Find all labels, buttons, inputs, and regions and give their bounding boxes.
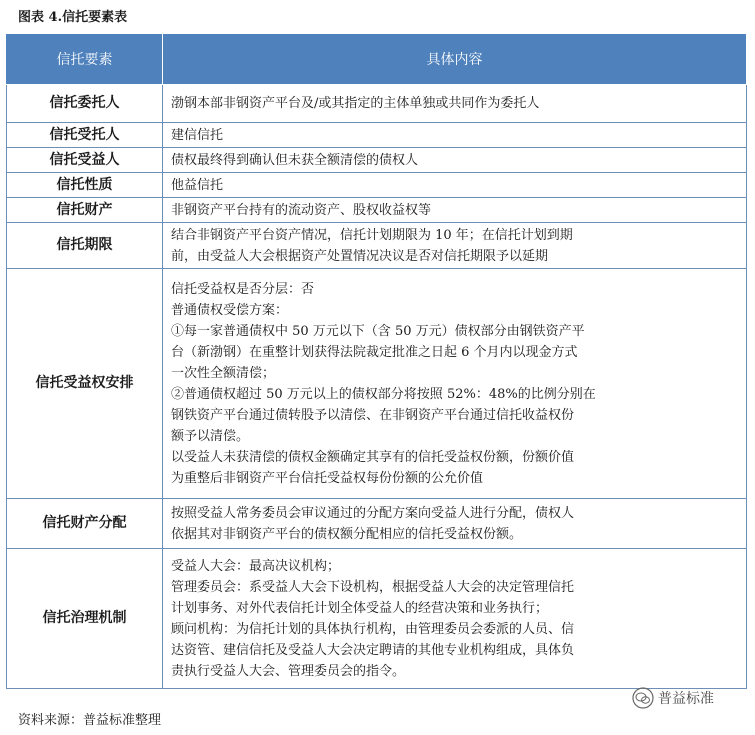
content-line: ②普通债权超过 50 万元以上的债权部分将按照 52%：48%的比例分别在 bbox=[171, 386, 596, 402]
row-content bbox=[163, 173, 747, 198]
content-line: 受益人大会：最高决议机构； bbox=[171, 558, 341, 574]
content-line: 依据其对非钢资产平台的债权额分配相应的信托受益权份额。 bbox=[171, 526, 523, 542]
row-key: 信托治理机制 bbox=[7, 549, 163, 689]
content-line: 信托受益权是否分层：否 bbox=[171, 281, 315, 297]
row-key: 信托委托人 bbox=[7, 85, 163, 123]
content-line: 达资管、建信信托及受益人大会决定聘请的其他专业机构组成，具体负 bbox=[171, 642, 575, 658]
table-row bbox=[7, 173, 747, 198]
row-content bbox=[163, 269, 747, 499]
table-row bbox=[7, 499, 747, 549]
content-line: 一次性全额清偿； bbox=[171, 365, 276, 381]
trust-elements-table bbox=[6, 33, 747, 689]
table-row bbox=[7, 269, 747, 499]
table-row bbox=[7, 123, 747, 148]
content-line: 计划事务、对外代表信托计划全体受益人的经营决策和业务执行； bbox=[171, 600, 549, 616]
row-key: 信托受益权安排 bbox=[7, 269, 163, 499]
table-header-row bbox=[7, 34, 747, 85]
table-row bbox=[7, 223, 747, 269]
row-key: 信托受托人 bbox=[7, 123, 163, 148]
content-line: 结合非钢资产平台资产情况，信托计划期限为 10 年；在信托计划到期 bbox=[171, 227, 573, 243]
content-line: 额予以清偿。 bbox=[171, 428, 250, 444]
content-line: 钢铁资产平台通过债转股予以清偿、在非钢资产平台通过信托收益权份 bbox=[171, 407, 575, 423]
row-key: 信托财产 bbox=[7, 198, 163, 223]
table-row bbox=[7, 549, 747, 689]
content-line: 责执行受益人大会、管理委员会的指令。 bbox=[171, 663, 406, 679]
content-line: 渤钢本部非钢资产平台及/或其指定的主体单独或共同作为委托人 bbox=[171, 96, 540, 111]
row-content bbox=[163, 223, 747, 269]
watermark bbox=[632, 687, 714, 709]
content-line: 顾问机构：为信托计划的具体执行机构，由管理委员会委派的人员、信 bbox=[171, 621, 575, 637]
figure-title: 图表 4.信托要素表 bbox=[18, 10, 128, 25]
header-specific-content: 具体内容 bbox=[163, 34, 747, 85]
table-row bbox=[7, 198, 747, 223]
row-key: 信托财产分配 bbox=[7, 499, 163, 549]
content-line: 以受益人未获清偿的债权金额确定其享有的信托受益权份额，份额价值 bbox=[171, 449, 575, 465]
table-row bbox=[7, 85, 747, 123]
row-key: 信托性质 bbox=[7, 173, 163, 198]
row-key: 信托受益人 bbox=[7, 148, 163, 173]
content-line: 债权最终得到确认但未获全额清偿的债权人 bbox=[171, 152, 419, 168]
source-note: 资料来源：普益标准整理 bbox=[18, 713, 162, 728]
row-content bbox=[163, 198, 747, 223]
content-line: 建信信托 bbox=[171, 127, 224, 143]
row-content bbox=[163, 148, 747, 173]
content-line: 按照受益人常务委员会审议通过的分配方案向受益人进行分配，债权人 bbox=[171, 505, 575, 521]
row-content bbox=[163, 549, 747, 689]
content-line: ①每一家普通债权中 50 万元以下（含 50 万元）债权部分由钢铁资产平 bbox=[171, 323, 585, 339]
content-line: 普通债权受偿方案： bbox=[171, 302, 289, 318]
row-content bbox=[163, 499, 747, 549]
header-trust-element: 信托要素 bbox=[7, 34, 163, 85]
content-line: 前，由受益人大会根据资产处置情况决议是否对信托期限予以延期 bbox=[171, 248, 549, 264]
content-line: 非钢资产平台持有的流动资产、股权收益权等 bbox=[171, 202, 432, 218]
content-line: 台（新渤钢）在重整计划获得法院裁定批准之日起 6 个月内以现金方式 bbox=[171, 344, 578, 360]
watermark-text: 普益标准 bbox=[658, 691, 714, 707]
content-line: 管理委员会：系受益人大会下设机构，根据受益人大会的决定管理信托 bbox=[171, 579, 575, 595]
content-line: 为重整后非钢资产平台信托受益权每份份额的公允价值 bbox=[171, 470, 484, 486]
row-key: 信托期限 bbox=[7, 223, 163, 269]
table-row bbox=[7, 148, 747, 173]
row-content bbox=[163, 123, 747, 148]
wechat-icon bbox=[632, 687, 654, 709]
row-content bbox=[163, 85, 747, 123]
content-line: 他益信托 bbox=[171, 177, 224, 193]
